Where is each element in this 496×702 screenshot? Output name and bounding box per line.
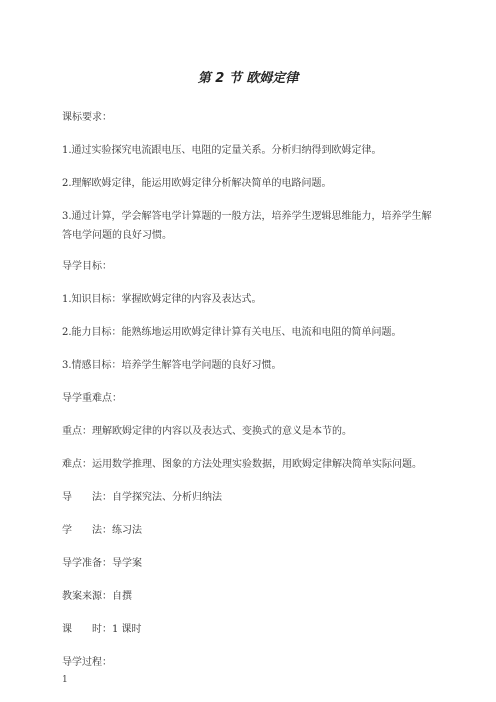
text-line: 导学准备：导学案: [62, 558, 142, 569]
text-line: 2.理解欧姆定律，能运用欧姆定律分析解决简单的电路问题。: [62, 178, 332, 189]
text-line: 教案来源：自撰: [62, 591, 132, 602]
text-line: 难点：运用数学推理、图象的方法处理实验数据，用欧姆定律解决简单实际问题。: [62, 459, 422, 470]
section-heading-curriculum: 课标要求：: [62, 112, 112, 123]
page-title: 第 2 节 欧姆定律: [197, 71, 299, 86]
text-line: 3.情感目标：培养学生解答电学问题的良好习惯。: [62, 360, 282, 371]
text-line: 重点：理解欧姆定律的内容以及表达式、变换式的意义是本节的。: [62, 426, 352, 437]
page-number: 1: [62, 675, 68, 685]
text-line: 1.知识目标：掌握欧姆定律的内容及表达式。: [62, 294, 262, 305]
text-line: 导 法：自学探究法、分析归纳法: [62, 492, 222, 503]
text-line: 学 法：练习法: [62, 525, 142, 536]
text-line: 导学过程：: [62, 657, 112, 668]
section-heading-key-points: 导学重难点：: [62, 393, 122, 404]
text-line: 1.通过实验探究电流跟电压、电阻的定量关系。分析归纳得到欧姆定律。: [62, 145, 382, 156]
text-line: 2.能力目标：能熟练地运用欧姆定律计算有关电压、电流和电阻的简单问题。: [62, 327, 402, 338]
text-paragraph: 3.通过计算，学会解答电学计算题的一般方法，培养学生逻辑思维能力，培养学生解答电学问题的良好习惯。: [62, 211, 432, 241]
section-heading-objectives: 导学目标：: [62, 261, 112, 272]
text-line: 课 时：1 课时: [62, 624, 142, 635]
